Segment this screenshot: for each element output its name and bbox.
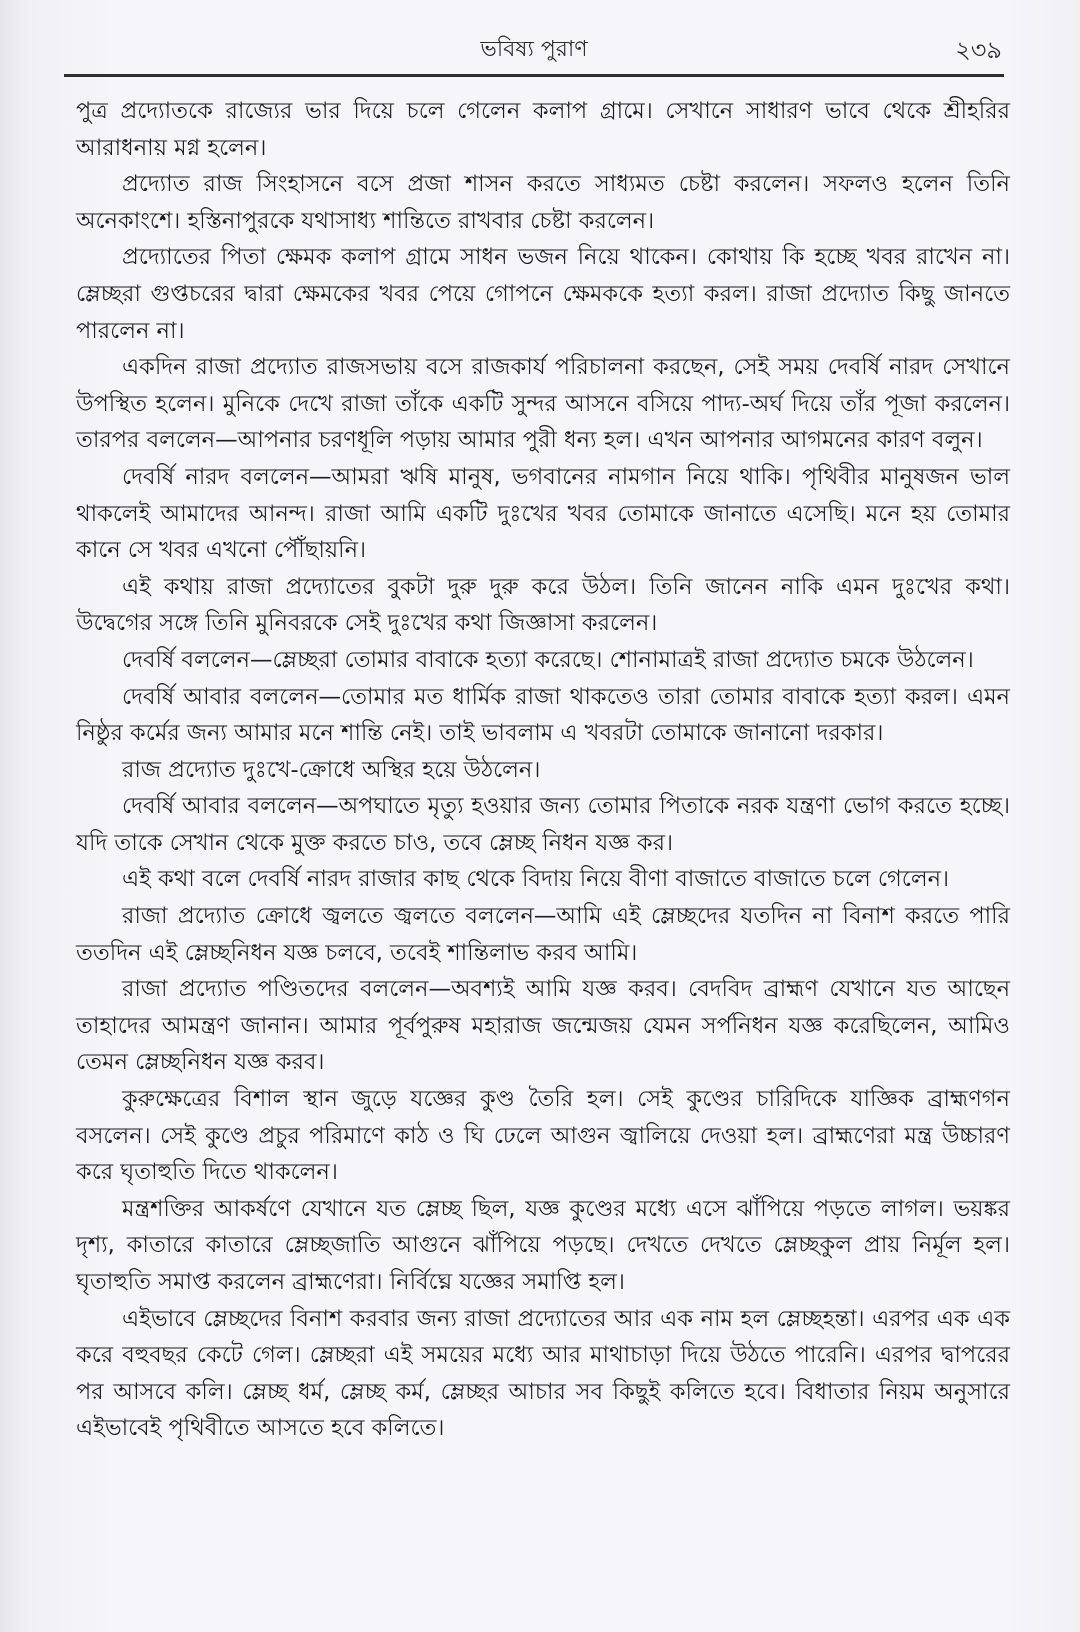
paragraph: কুরুক্ষেত্রের বিশাল স্থান জুড়ে যজ্ঞের কুণ্ড তৈরি হল। সেই কুণ্ডের চারিদিকে যাজ্ঞিক ব্রাহ্মণগন বসলেন। সেই কুণ্ডে প্রচুর পরিমাণে কাঠ ও ঘি ঢেলে আগুন জ্বালিয়ে দেওয়া হল। ব্রাহ্মণেরা মন্ত্র উচ্চারণ করে ঘৃতাহুতি দিতে থাকলেন। (76, 1086, 1010, 1186)
paragraph: দেবর্ষি বললেন—ম্লেচ্ছরা তোমার বাবাকে হত্যা করেছে। শোনামাত্রই রাজা প্রদ্যোত চমকে উঠলেন। (122, 646, 974, 673)
header-rule (64, 74, 1004, 77)
paragraph: রাজা প্রদ্যোত ক্রোধে জ্বলতে জ্বলতে বললেন—আমি এই ম্লেচ্ছদের যতদিন না বিনাশ করতে পারি ততদিন এই ম্লেচ্ছনিধন যজ্ঞ চলবে, তবেই শান্তিলাভ করব আমি। (76, 903, 1010, 966)
paragraph: রাজা প্রদ্যোত পণ্ডিতদের বললেন—অবশ্যই আমি যজ্ঞ করব। বেদবিদ ব্রাহ্মণ যেখানে যত আছেন তাহাদের আমন্ত্রণ জানান। আমার পূর্বপুরুষ মহারাজ জন্মেজয় যেমন সর্পনিধন যজ্ঞ করেছিলেন, আমিও তেমন ম্লেচ্ছনিধন যজ্ঞ করব। (76, 976, 1010, 1076)
paragraph: এই কথা বলে দেবর্ষি নারদ রাজার কাছ থেকে বিদায় নিয়ে বীণা বাজাতে বাজাতে চলে গেলেন। (122, 866, 950, 893)
paragraph: দেবর্ষি আবার বললেন—অপঘাতে মৃত্যু হওয়ার জন্য তোমার পিতাকে নরক যন্ত্রণা ভোগ করতে হচ্ছে। যদি তাকে সেখান থেকে মুক্ত করতে চাও, তবে ম্লেচ্ছ নিধন যজ্ঞ কর। (76, 793, 1010, 856)
page-number: ২৩৯ (955, 36, 1002, 64)
paragraph: প্রদ্যোত রাজ সিংহাসনে বসে প্রজা শাসন করতে সাধ্যমত চেষ্টা করলেন। সফলও হলেন তিনি অনেকাংশে। হস্তিনাপুরকে যথাসাধ্য শান্তিতে রাখবার চেষ্টা করলেন। (76, 171, 1010, 234)
book-title: ভবিষ্য পুরাণ (480, 37, 588, 62)
page-body (76, 93, 1010, 1447)
paragraph: দেবর্ষি নারদ বললেন—আমরা ঋষি মানুষ, ভগবানের নামগান নিয়ে থাকি। পৃথিবীর মানুষজন ভাল থাকলেই আমাদের আনন্দ। রাজা আমি একটি দুঃখের খবর তোমাকে জানাতে এসেছি। মনে হয় তোমার কানে সে খবর এখনো পৌঁছায়নি। (76, 463, 1010, 564)
paragraph: প্রদ্যোতের পিতা ক্ষেমক কলাপ গ্রামে সাধন ভজন নিয়ে থাকেন। কোথায় কি হচ্ছে খবর রাখেন না। ম্লেচ্ছরা গুপ্তচরের দ্বারা ক্ষেমকের খবর পেয়ে গোপনে ক্ষেমককে হত্যা করল। রাজা প্রদ্যোত কিছু জানতে পারলেন না। (76, 244, 1010, 344)
paragraph: দেবর্ষি আবার বললেন—তোমার মত ধার্মিক রাজা থাকতেও তারা তোমার বাবাকে হত্যা করল। এমন নিষ্ঠুর কর্মের জন্য আমার মনে শান্তি নেই। তাই ভাবলাম এ খবরটা তোমাকে জানানো দরকার। (76, 683, 1010, 747)
paragraph: মন্ত্রশক্তির আকর্ষণে যেখানে যত ম্লেচ্ছ ছিল, যজ্ঞ কুণ্ডের মধ্যে এসে ঝাঁপিয়ে পড়তে লাগল। ভয়ঙ্কর দৃশ্য, কাতারে কাতারে ম্লেচ্ছজাতি আগুনে ঝাঁপিয়ে পড়ছে। দেখতে দেখতে ম্লেচ্ছকুল প্রায় নির্মূল হল। ঘৃতাহুতি সমাপ্ত করলেন ব্রাহ্মণেরা। নির্বিঘ্নে যজ্ঞের সমাপ্তি হল। (76, 1195, 1010, 1295)
paragraph: এইভাবে ম্লেচ্ছদের বিনাশ করবার জন্য রাজা প্রদ্যোতের আর এক নাম হল ম্লেচ্ছহন্তা। এরপর এক এক করে বহুবছর কেটে গেল। ম্লেচ্ছরা এই সময়ের মধ্যে আর মাথাচাড়া দিয়ে উঠতে পারেনি। এরপর দ্বাপরের পর আসবে কলি। ম্লেচ্ছ ধর্ম, ম্লেচ্ছ কর্ম, ম্লেচ্ছর আচার সব কিছুই কলিতে হবে। বিধাতার নিয়ম অনুসারে এইভাবেই পৃথিবীতে আসতে হবে কলিতে। (76, 1305, 1010, 1442)
paragraph: একদিন রাজা প্রদ্যোত রাজসভায় বসে রাজকার্য পরিচালনা করছেন, সেই সময় দেবর্ষি নারদ সেখানে উপস্থিত হলেন। মুনিকে দেখে রাজা তাঁকে একটি সুন্দর আসনে বসিয়ে পাদ্য-অর্ঘ দিয়ে তাঁর পূজা করলেন। তারপর বললেন—আপনার চরণধূলি পড়ায় আমার পুরী ধন্য হল। এখন আপনার আগমনের কারণ বলুন। (76, 354, 1010, 454)
running-header (62, 28, 1006, 78)
paragraph: পুত্র প্রদ্যোতকে রাজ্যের ভার দিয়ে চলে গেলেন কলাপ গ্রামে। সেখানে সাধারণ ভাবে থেকে শ্রীহরির আরাধনায় মগ্ন হলেন। (76, 98, 1010, 161)
paragraph: রাজ প্রদ্যোত দুঃখে-ক্রোধে অস্থির হয়ে উঠলেন। (122, 756, 541, 783)
paragraph: এই কথায় রাজা প্রদ্যোতের বুকটা দুরু দুরু করে উঠল। তিনি জানেন নাকি এমন দুঃখের কথা। উদ্বেগের সঙ্গে তিনি মুনিবরকে সেই দুঃখের কথা জিজ্ঞাসা করলেন। (76, 573, 1010, 637)
